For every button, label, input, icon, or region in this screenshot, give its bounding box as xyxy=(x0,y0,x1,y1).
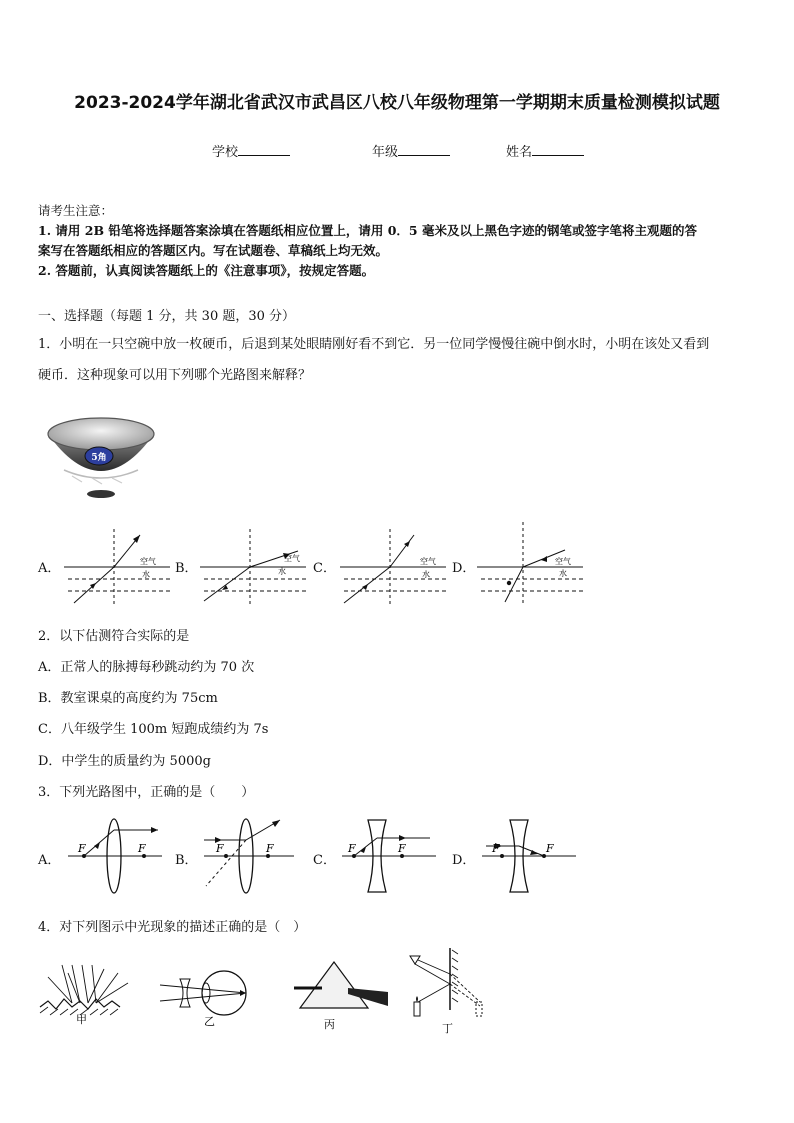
q4-figure-bing xyxy=(292,958,392,1030)
q4-label-ding: 丁 xyxy=(442,1022,453,1034)
focus-label: F xyxy=(492,842,500,855)
q3-option-d[interactable]: D． xyxy=(452,853,476,868)
page-title: 2023-2024学年湖北省武汉市武昌区八校八年级物理第一学期期末质量检测模拟试题 xyxy=(74,93,720,113)
q3-option-a[interactable]: A． xyxy=(38,853,61,868)
q3-diagram-a xyxy=(66,816,166,896)
water-label: 水 xyxy=(559,569,567,578)
q4-figure-jia xyxy=(38,955,134,1025)
notice-block xyxy=(38,201,758,281)
notice-line-1a: 1. 请用 2B 铅笔将选择题答案涂填在答题纸相应位置上，请用 0．5 毫米及以上黑色字迹的钢笔或签字笔将主观题的答 xyxy=(38,223,697,238)
q4-stem: 4．对下列图示中光现象的描述正确的是（ ） xyxy=(38,920,307,935)
focus-label: F xyxy=(266,842,274,855)
q1-diagram-d xyxy=(475,520,587,606)
name-field[interactable] xyxy=(506,141,584,160)
q2-stem: 2．以下估测符合实际的是 xyxy=(38,629,190,644)
q1-diagram-a xyxy=(62,527,174,607)
q1-option-a[interactable]: A． xyxy=(38,561,61,576)
q3-stem: 3．下列光路图中，正确的是（ ） xyxy=(38,785,255,800)
q1-diagram-c xyxy=(338,527,450,607)
q1-stem-line1: 1．小明在一只空碗中放一枚硬币，后退到某处眼睛刚好看不到它．另一位同学慢慢往碗中倒水时，小明在该处又看到 xyxy=(38,337,710,352)
q1-option-d[interactable]: D． xyxy=(452,561,476,576)
grade-field[interactable] xyxy=(372,141,450,160)
name-blank[interactable] xyxy=(532,142,584,156)
notice-line-1b: 案写在答题纸相应的答题区内。写在试题卷、草稿纸上均无效。 xyxy=(38,243,389,258)
q1-stem-line2: 硬币．这种现象可以用下列哪个光路图来解释？ xyxy=(38,368,312,383)
focus-label: F xyxy=(78,842,86,855)
focus-label: F xyxy=(216,842,224,855)
water-label: 水 xyxy=(142,570,150,579)
q3-diagram-b xyxy=(200,816,300,896)
q1-option-b[interactable]: B． xyxy=(175,561,198,576)
focus-label: F xyxy=(348,842,356,855)
q1-diagram-b xyxy=(198,527,310,607)
focus-label: F xyxy=(398,842,406,855)
q3-option-b[interactable]: B． xyxy=(175,853,198,868)
water-label: 水 xyxy=(422,570,430,579)
q4-figure-yi xyxy=(158,965,258,1027)
school-blank[interactable] xyxy=(238,142,290,156)
q2-option-d[interactable]: D．中学生的质量约为 5000g xyxy=(38,754,211,769)
q2-option-a[interactable]: A．正常人的脉搏每秒跳动约为 70 次 xyxy=(38,660,255,675)
name-label: 姓名 xyxy=(506,145,533,160)
q4-label-yi: 乙 xyxy=(204,1015,215,1027)
school-label: 学校 xyxy=(212,145,239,160)
air-label: 空气 xyxy=(284,554,300,563)
notice-heading: 请考生注意： xyxy=(38,203,114,218)
water-label: 水 xyxy=(278,567,286,576)
q2-option-b[interactable]: B．教室课桌的高度约为 75cm xyxy=(38,691,218,706)
q4-label-jia: 甲 xyxy=(76,1013,87,1025)
focus-label: F xyxy=(138,842,146,855)
section-heading: 一、选择题（每题 1 分，共 30 题，30 分） xyxy=(38,309,296,324)
focus-label: F xyxy=(546,842,554,855)
q4-label-bing: 丙 xyxy=(324,1018,335,1030)
grade-blank[interactable] xyxy=(398,142,450,156)
air-label: 空气 xyxy=(555,557,571,566)
q4-figure-ding xyxy=(404,944,496,1034)
q3-diagram-c xyxy=(340,816,440,896)
notice-line-2: 2. 答题前，认真阅读答题纸上的《注意事项》，按规定答题。 xyxy=(38,263,375,278)
school-field[interactable] xyxy=(212,141,290,160)
grade-label: 年级 xyxy=(372,145,399,160)
bowl-figure xyxy=(42,408,160,500)
q3-diagram-d xyxy=(480,816,580,896)
coin-label: 5角 xyxy=(91,453,107,463)
q1-option-c[interactable]: C． xyxy=(313,561,336,576)
q2-option-c[interactable]: C．八年级学生 100m 短跑成绩约为 7s xyxy=(38,722,269,737)
air-label: 空气 xyxy=(420,557,436,566)
air-label: 空气 xyxy=(140,557,156,566)
q3-option-c[interactable]: C． xyxy=(313,853,336,868)
